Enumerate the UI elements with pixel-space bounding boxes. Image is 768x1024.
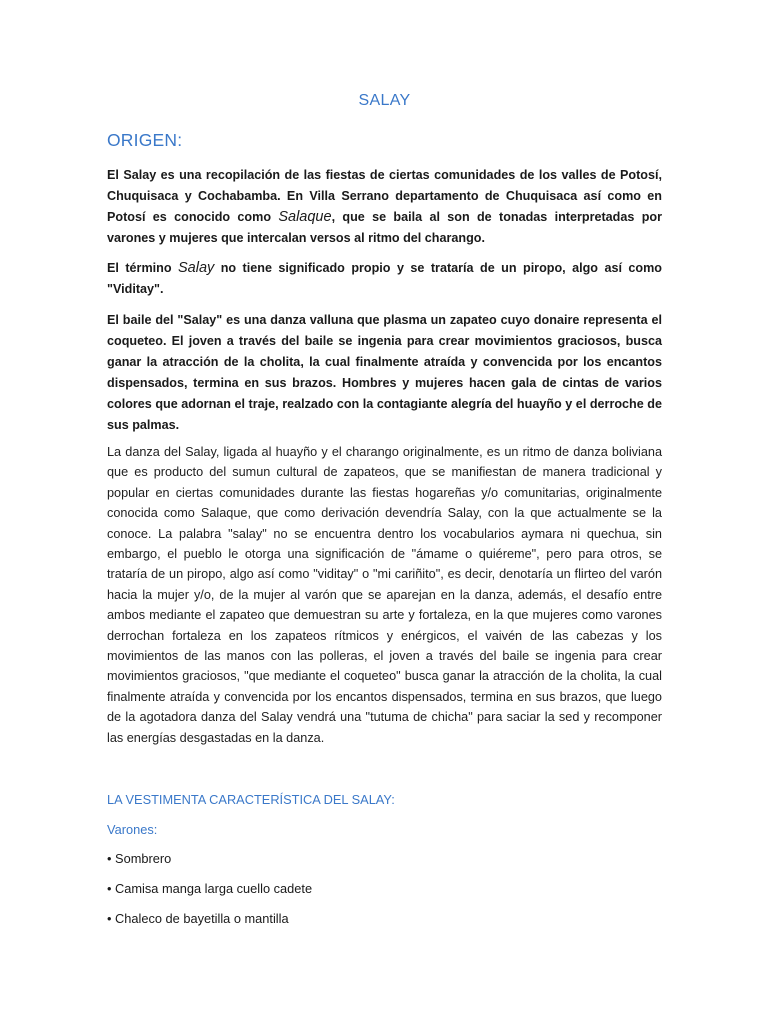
paragraph-term-part1: El término xyxy=(107,261,178,275)
paragraph-origin xyxy=(107,165,662,249)
list-item: • Sombrero xyxy=(107,851,172,866)
paragraph-dance-description: El baile del "Salay" es una danza valluna que plasma un zapateo cuyo donaire representa el coqueteo. El joven a través del baile se ingenia para crear movimientos graciosos, busca ganar la atracción de la cholita, la cual finalmente atraída y convencida por los encantos dispensados, termina en sus brazos. Hombres y mujeres hacen gala de cintas de varios colores que adornan el traje, realzado con la contagiante alegría del huayño y el derroche de sus palmas. xyxy=(107,313,662,432)
paragraph-term-part2: no tiene significado propio y se trataría de un piropo, algo así como "Viditay". xyxy=(107,261,663,296)
paragraph-origin-part2: , que se baila al son de tonadas interpretadas por varones y mujeres que intercalan versos al ritmo del charango. xyxy=(107,210,662,245)
paragraph-term xyxy=(107,258,662,300)
term-salaque: Salaque xyxy=(278,209,332,225)
paragraph-origin-part1: El Salay es una recopilación de las fiestas de ciertas comunidades de los valles de Potosí, Chuquisaca y Cochabamba. En Villa Serrano departamento de Chuquisaca así como en Potosí es conocido como xyxy=(107,168,662,224)
document-title: SALAY xyxy=(358,92,411,109)
paragraph-dance-history: La danza del Salay, ligada al huayño y el charango originalmente, es un ritmo de danza boliviana que es producto del sumun cultural de zapateos, que se manifiestan de manera tradicional y popular en ciertas comunidades durante las fiestas hogareñas y/o comunitarias, originalmente conocida como Salaque, que como derivación devendría Salay, con la que actualmente se la conoce. La palabra "salay" no se encuentra dentro los vocabularios aymara ni quechua, sin embargo, el pueblo le otorga una significación de "ámame o quiéreme", pero para otros, se trataría de un piropo, algo así como "viditay" o "mi cariñito", es decir, denotaría un flirteo del varón hacia la mujer y/o, de la mujer al varón que se aparejan en la danza, además, el desafío entre ambos mediante el zapateo que demuestran su arte y fortaleza, en la que mujeres como varones derrochan fortaleza en los zapateos rítmicos y enérgicos, el vaivén de las cabezas y los movimientos de las manos con las polleras, el joven a través del baile se ingenia para crear movimientos graciosos, "que mediante el coqueteo" busca ganar la atracción de la cholita, la cual finalmente atraída y convencida por los encantos dispensados, termina en sus brazos, que luego de la agotadora danza del Salay vendrá una "tutuma de chicha" para saciar la sed y recomponer las energías desgastadas en la danza. xyxy=(107,445,662,745)
section-heading-origen: ORIGEN: xyxy=(107,130,183,150)
list-item: • Camisa manga larga cuello cadete xyxy=(107,881,313,896)
subheading-vestimenta: LA VESTIMENTA CARACTERÍSTICA DEL SALAY: xyxy=(107,792,395,807)
term-salay: Salay xyxy=(177,260,215,276)
list-item: • Chaleco de bayetilla o mantilla xyxy=(107,911,289,926)
subheading-varones: Varones: xyxy=(107,822,158,837)
